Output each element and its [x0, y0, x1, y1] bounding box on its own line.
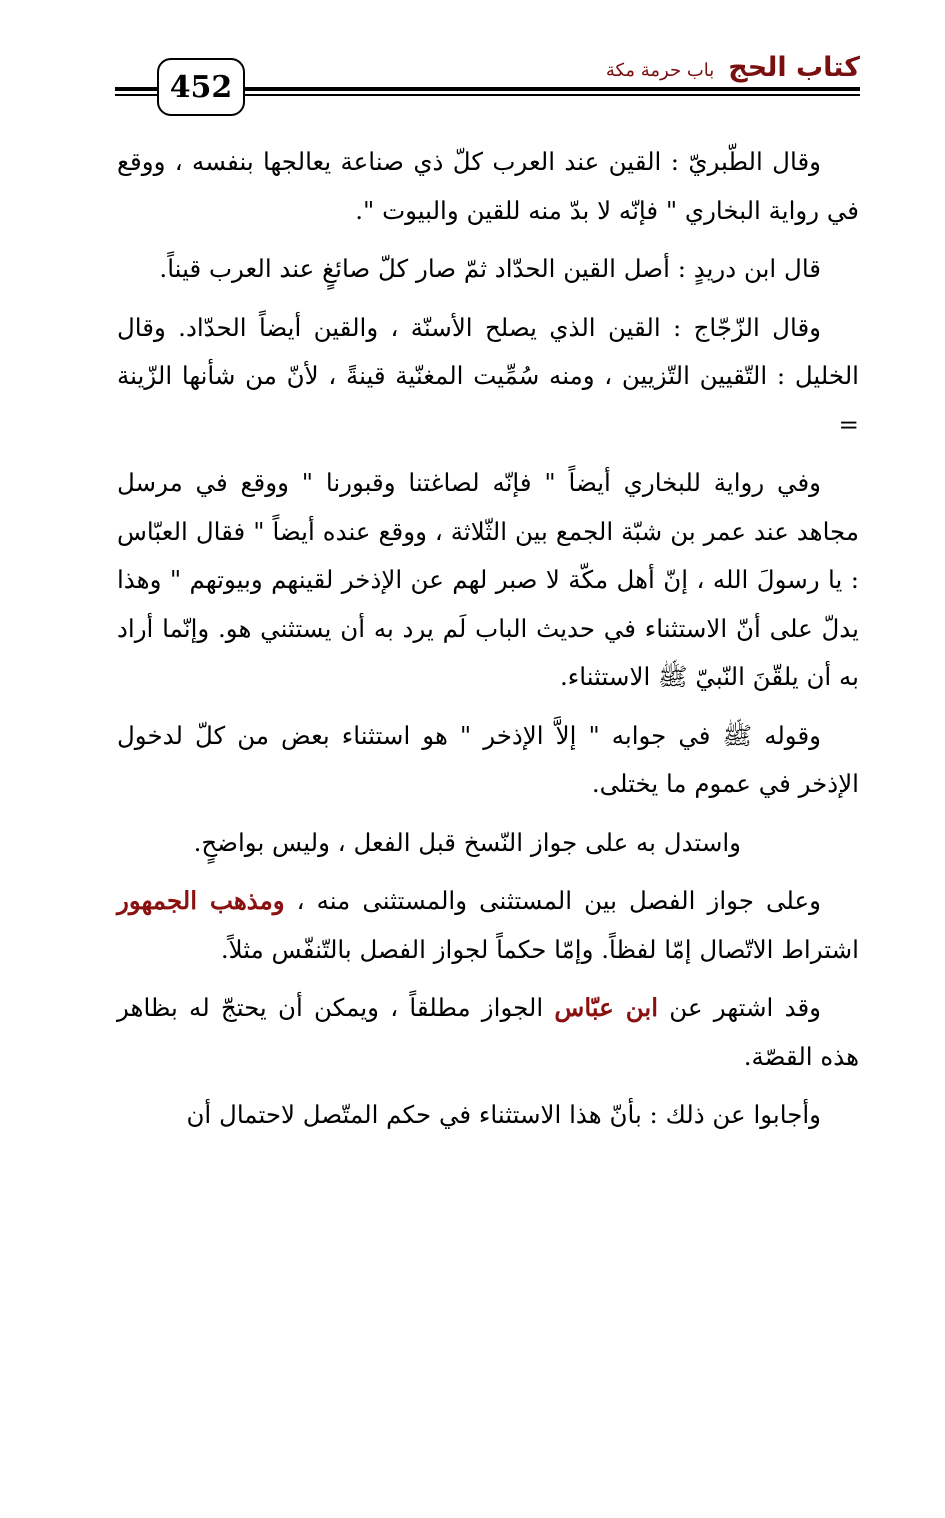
running-header [606, 52, 860, 83]
paragraph [117, 245, 859, 294]
paragraph-text: وقال الطّبريّ : القين عند العرب كلّ ذي صناعة يعالجها بنفسه ، ووقع في رواية البخاري " فإنّه لا بدّ منه للقين والبيوت ". [117, 147, 859, 225]
page-number: 452 [169, 69, 233, 105]
page-body [117, 138, 859, 1150]
paragraph [117, 138, 859, 235]
page-number-box [157, 58, 245, 116]
page-header [0, 0, 945, 130]
paragraph [117, 1091, 859, 1140]
paragraph [117, 459, 859, 702]
paragraph-text: وأجابوا عن ذلك : بأنّ هذا الاستثناء في حكم المتّصل لاحتمال أن [186, 1100, 821, 1129]
paragraph-text: وعلى جواز الفصل بين المستثنى والمستثنى منه ، [284, 886, 821, 915]
paragraph [117, 304, 859, 450]
paragraph-text: وقد اشتهر عن [658, 993, 821, 1022]
chapter-title: باب حرمة مكة [605, 60, 715, 81]
book-title: كتاب الحج [728, 52, 860, 83]
highlighted-phrase: ومذهب الجمهور [117, 886, 285, 915]
paragraph [117, 984, 859, 1081]
paragraph-text: وفي رواية للبخاري أيضاً " فإنّه لصاغتنا وقبورنا " ووقع في مرسل مجاهد عند عمر بن شبّة الجمع بين الثّلاثة ، ووقع عنده أيضاً " فقال العبّاس : يا رسولَ الله ، إنّ أهل مكّة لا صبر لهم عن الإذخر لقينهم وبيوتهم " وهذا يدلّ على أنّ الاستثناء في حديث الباب لَم يرد به أن يستثني هو. وإنّما أراد به أن يلقّنَ النّبيّ ﷺ الاستثناء. [117, 468, 859, 691]
paragraph-text: الجواز مطلقاً ، ويمكن أن يحتجّ له بظاهر هذه القصّة. [117, 993, 859, 1071]
paragraph-text: واستدل به على جواز النّسخ قبل الفعل ، وليس بواضحٍ. [193, 827, 741, 857]
paragraph [117, 819, 859, 868]
paragraph-text: وقوله ﷺ في جوابه " إلاَّ الإذخر " هو استثناء بعض من كلّ لدخول الإذخر في عموم ما يختلى. [117, 720, 859, 798]
paragraph [117, 712, 859, 809]
paragraph-text: وقال الزّجّاج : القين الذي يصلح الأسنّة ، والقين أيضاً الحدّاد. وقال الخليل : التّقيين التّزيين ، ومنه سُمِّيت المغنّية قينةً ، لأنّ من شأنها الزّينة = [117, 312, 859, 439]
highlighted-name: ابن عبّاس [554, 993, 659, 1022]
paragraph-text: اشتراط الاتّصال إمّا لفظاً. وإمّا حكماً لجواز الفصل بالتّنفّس مثلاً. [220, 934, 859, 964]
paragraph-text: قال ابن دريدٍ : أصل القين الحدّاد ثمّ صار كلّ صائغٍ عند العرب قيناً. [159, 254, 821, 283]
paragraph [117, 877, 859, 974]
